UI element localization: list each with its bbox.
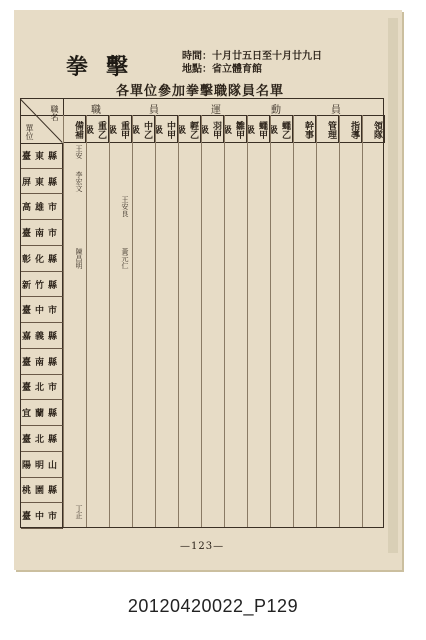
roster-table	[20, 98, 384, 528]
unit-label: 宜蘭縣	[21, 400, 63, 426]
column-header: 領隊	[362, 115, 385, 143]
roster-cell: 陳昌明	[75, 247, 83, 269]
column-rule	[109, 115, 110, 527]
column-rule	[224, 115, 225, 527]
column-header: 蠅甲級	[247, 115, 270, 143]
roster-cell: 黃元仁	[121, 247, 129, 269]
event-meta	[182, 50, 322, 76]
unit-label: 臺中市	[21, 503, 63, 529]
page-title: 拳擊	[66, 54, 147, 80]
top-header-char: 員	[149, 105, 159, 116]
corner-top-label: 職名	[50, 105, 59, 121]
roster-cell: 王安	[75, 145, 83, 159]
top-header-char: 運	[211, 105, 221, 116]
column-rule	[132, 115, 133, 527]
column-rule	[316, 115, 317, 527]
column-rule	[247, 115, 248, 527]
top-header-char: 動	[271, 105, 281, 116]
roster-cell: 李宏文	[75, 170, 83, 192]
unit-label: 臺東縣	[21, 143, 63, 169]
unit-label: 陽明山	[21, 452, 63, 478]
unit-label: 臺北市	[21, 375, 63, 401]
column-header: 雛甲級	[224, 115, 247, 143]
event-place: 地點：省立體育館	[182, 64, 262, 75]
table-corner	[21, 99, 64, 144]
page-number: —123—	[180, 541, 225, 552]
unit-label: 嘉義縣	[21, 323, 63, 349]
column-header: 羽甲級	[201, 115, 224, 143]
top-header-char: 員	[331, 105, 341, 116]
column-rule	[86, 115, 87, 527]
column-rule	[201, 115, 202, 527]
column-header: 備補	[63, 115, 86, 143]
column-header: 蠅乙級	[270, 115, 293, 143]
column-header: 指導	[339, 115, 362, 143]
column-rule	[293, 115, 294, 527]
column-rule	[178, 115, 179, 527]
unit-label: 桃園縣	[21, 478, 63, 504]
column-rule	[155, 115, 156, 527]
column-rule	[63, 115, 64, 527]
column-rule	[339, 115, 340, 527]
unit-label: 臺南縣	[21, 349, 63, 375]
column-header: 管理	[316, 115, 339, 143]
unit-label: 屏東縣	[21, 169, 63, 195]
column-header: 中甲級	[155, 115, 178, 143]
corner-bottom-label: 單位	[25, 124, 34, 140]
column-header: 重甲級	[109, 115, 132, 143]
column-rule	[362, 115, 363, 527]
column-header: 中乙級	[132, 115, 155, 143]
unit-label: 高雄市	[21, 194, 63, 220]
table-subtitle: 各單位參加拳擊職隊員名單	[116, 84, 285, 99]
image-caption: 20120420022_P129	[127, 596, 299, 616]
unit-label: 臺南市	[21, 220, 63, 246]
roster-cell: 丁正	[75, 505, 83, 520]
column-header: 輕乙級	[178, 115, 201, 143]
column-header: 幹事	[293, 115, 316, 143]
unit-label: 臺中市	[21, 297, 63, 323]
table-top-header	[21, 99, 383, 116]
roster-cell: 王安良	[121, 196, 129, 218]
column-rule	[270, 115, 271, 527]
column-header: 重乙級	[86, 115, 109, 143]
event-time: 時間：十月廿五日至十月廿九日	[182, 51, 322, 62]
page-edge	[388, 18, 398, 553]
unit-label: 新竹縣	[21, 272, 63, 298]
unit-label: 彰化縣	[21, 246, 63, 272]
top-header-char: 職	[91, 105, 101, 116]
unit-label: 臺北縣	[21, 426, 63, 452]
